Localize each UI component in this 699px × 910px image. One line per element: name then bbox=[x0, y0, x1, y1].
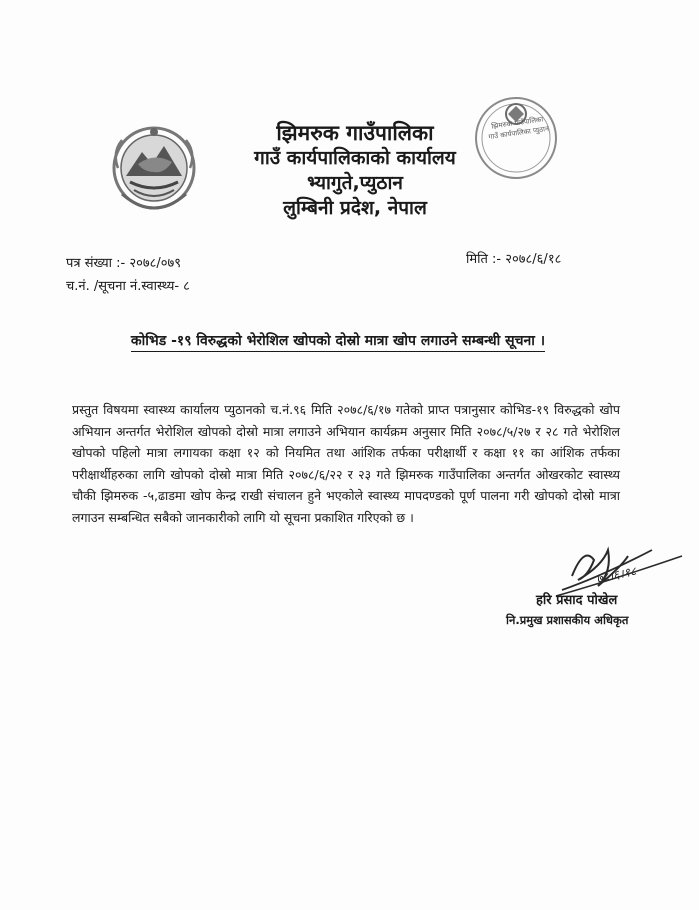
office-name: गाउँ कार्यपालिकाको कार्यालय bbox=[254, 147, 456, 169]
municipality-name: झिमरुक गाउँपालिका bbox=[276, 121, 434, 145]
office-location: भ्यागुते,प्युठान bbox=[307, 172, 403, 194]
dispatch-number: च.नं. /सूचना नं.स्वास्थ्य- ८ bbox=[66, 279, 190, 294]
letter-date: मिति :- २०७८/६/१८ bbox=[466, 252, 562, 267]
signatory-name: हरि प्रसाद पोखेल bbox=[536, 593, 618, 608]
signatory-title: नि.प्रमुख प्रशासकीय अधिकृत bbox=[506, 613, 629, 627]
letterhead bbox=[220, 120, 490, 221]
province-country: लुम्बिनी प्रदेश, नेपाल bbox=[283, 197, 427, 219]
letter-number: पत्र संख्या :- २०७८/०७९ bbox=[66, 256, 182, 271]
signatory-block bbox=[506, 591, 666, 629]
subject-text: कोभिड -१९ विरुद्धको भेरोशिल खोपको दोस्रो मात्रा खोप लगाउने सम्बन्धी सूचना । bbox=[131, 333, 545, 352]
notice-body: प्रस्तुत विषयमा स्वास्थ्य कार्यालय प्युठानको च.नं.९६ मिति २०७८/६/१७ गतेको प्राप्त पत्रानुसार कोभिड-१९ विरुद्धको खोप अभियान अन्तर्गत भेरोशिल खोपको दोस्रो मात्रा लगाउने अभियान कार्यक्रम अनुसार मिति २०७८/५/२७ र २८ गते भेरोशिल खोपको पहिलो मात्रा लगायका कक्षा १२ को नियमित तथा आंशिक तर्फका परीक्षार्थी र कक्षा ११ का आंशिक तर्फका परीक्षार्थीहरुका लागि खोपको दोस्रो मात्रा मिति २०७८/६/२२ र २३ गते झिमरुक गाउँपालिका अन्तर्गत ओखरकोट स्वास्थ्य चौकी झिमरुक -५,ढाडमा खोप केन्द्र राखी संचालन हुने भएकोले स्वास्थ्य मापदण्डको पूर्ण पालना गरी खोपको दोस्रो मात्रा लगाउन सम्बन्धित सबैको जानकारीको लागि यो सूचना प्रकाशित गरिएको छ । bbox=[72, 402, 620, 525]
nepal-emblem-icon bbox=[108, 122, 200, 214]
handwritten-date: ७८।६।१८ bbox=[595, 563, 638, 587]
reference-block bbox=[66, 252, 190, 298]
subject-line bbox=[60, 330, 616, 350]
office-stamp-text: झिमरुक गाउँपालिका गाउँ कार्यपालिका प्युठान bbox=[488, 115, 550, 142]
